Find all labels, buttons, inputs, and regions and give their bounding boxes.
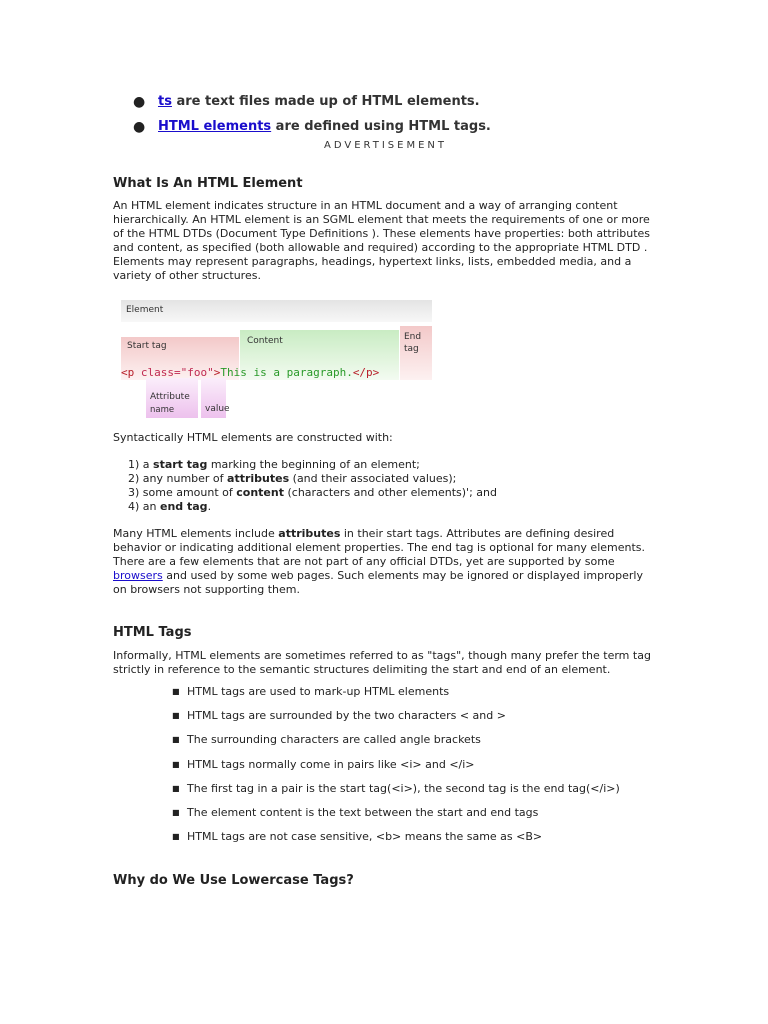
end-tag-label-line2: tag <box>404 344 419 354</box>
syntax-item: 2) any number of attributes (and their associated values); <box>128 472 457 485</box>
code-open: <p <box>121 366 141 379</box>
section-heading-html-element: What Is An HTML Element <box>113 176 303 191</box>
advertisement-label: ADVERTISEMENT <box>324 140 448 151</box>
html-element-diagram <box>121 300 432 418</box>
start-tag-label: Start tag <box>127 341 167 351</box>
list-item-text: are defined using HTML tags. <box>271 119 491 134</box>
attribute-label: Attribute <box>150 392 190 402</box>
bullet-icon: ● <box>133 119 146 135</box>
bullet-icon: ■ <box>172 711 180 721</box>
attribute-value-label: value <box>205 404 230 414</box>
bullet-icon: ■ <box>172 687 180 696</box>
code-close: > <box>213 366 221 379</box>
list-item: ■ HTML tags are not case sensitive, <b> means the same as <B> <box>172 830 543 844</box>
list-item: ■ HTML tags are used to mark-up HTML elements <box>172 685 450 698</box>
html-elements-link[interactable]: HTML elements <box>158 119 272 134</box>
end-tag-label-line1: End <box>404 332 422 342</box>
section-heading-html-tags: HTML Tags <box>113 625 192 640</box>
syntax-item: 1) a start tag marking the beginning of an element; <box>128 458 420 471</box>
bullet-icon: ■ <box>172 735 180 745</box>
element-label: Element <box>126 305 164 315</box>
html-tags-paragraph: Informally, HTML elements are sometimes referred to as "tags", though many prefer the term tag strictly in reference to the semantic structures delimiting the start and end of an element. <box>113 649 651 676</box>
list-item: ■ HTML tags are surrounded by the two characters < and > <box>172 709 506 723</box>
list-item: ■ The surrounding characters are called angle brackets <box>172 733 481 747</box>
bullet-icon: ■ <box>172 832 180 842</box>
bullet-icon: ■ <box>172 759 180 769</box>
code-attribute: class="foo" <box>140 366 214 379</box>
code-end: </p> <box>352 366 380 379</box>
syntax-item: 4) an end tag. <box>128 500 212 513</box>
content-label: Content <box>247 336 283 346</box>
list-item-text: are text files made up of HTML elements. <box>171 94 480 109</box>
ts-link[interactable]: ts <box>158 94 172 109</box>
html-tags-list <box>172 685 620 854</box>
list-item: ■ The element content is the text between the start and end tags <box>172 805 539 819</box>
list-item: ■ HTML tags normally come in pairs like <i> and </i> <box>172 757 475 771</box>
code-content: This is a paragraph. <box>220 366 353 379</box>
bullet-icon: ● <box>133 94 146 110</box>
code-sample <box>121 366 379 379</box>
section-heading-lowercase-tags: Why do We Use Lowercase Tags? <box>113 873 354 888</box>
syntax-list <box>128 458 497 514</box>
syntax-intro: Syntactically HTML elements are constructed with: <box>113 431 393 444</box>
bullet-icon: ■ <box>172 807 180 817</box>
browsers-link[interactable]: browsers <box>113 569 163 582</box>
html-element-paragraph: An HTML element indicates structure in an HTML document and a way of arranging content hierarchically. An HTML element is an SGML element that meets the requirements of one or more of the HTML DTDs (Document Type Definitions ). These elements have properties: both attributes and content, as specified (both allowable and required) according to the appropriate HTML DTD . Elements may represent paragraphs, headings, hypertext links, lists, embedded media, and a variety of other structures. <box>113 199 651 282</box>
element-band <box>121 300 432 322</box>
attributes-paragraph: Many HTML elements include attributes in their start tags. Attributes are defining desired behavior or indicating additional element properties. The end tag is optional for many elements. There are a few elements that are not part of any official DTDs, yet are supported by some browsers and used by some web pages. Such elements may be ignored or displayed improperly on browsers not supporting them. <box>113 527 646 596</box>
syntax-item: 3) some amount of content (characters and other elements)'; and <box>128 486 497 499</box>
list-item: ■ The first tag in a pair is the start tag(<i>), the second tag is the end tag(</i>) <box>172 781 620 795</box>
attribute-name-label: name <box>150 405 175 415</box>
bullet-icon: ■ <box>172 783 180 793</box>
